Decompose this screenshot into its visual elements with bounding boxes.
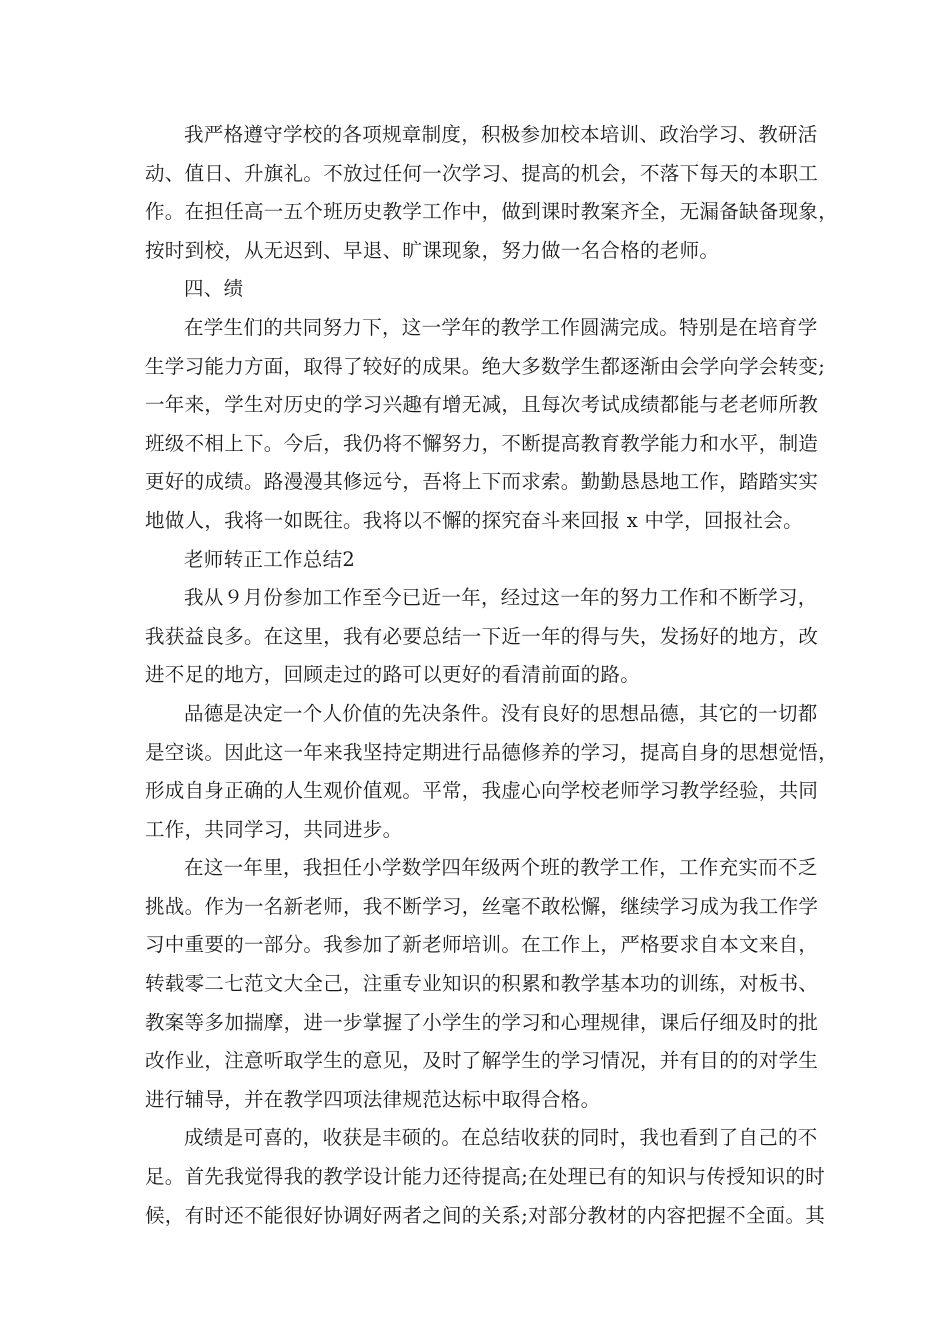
paragraph-line: 进不足的地方，回顾走过的路可以更好的看清前面的路。 (145, 663, 641, 687)
paragraph-line: 足。首先我觉得我的教学设计能力还待提高;在处理已有的知识与传授知识的时 (145, 1165, 826, 1189)
paragraph-line: 品德是决定一个人价值的先决条件。没有良好的思想品德，其它的一切都 (184, 701, 818, 725)
paragraph-line: 地做人，我将一如既往。我将以不懈的探究奋斗来回报 x 中学，回报社会。 (145, 508, 803, 532)
paragraph-line: 进行辅导，并在教学四项法律规范达标中取得合格。 (145, 1087, 601, 1111)
paragraph-line: 成绩是可喜的，收获是丰硕的。在总结收获的同时，我也看到了自己的不 (184, 1126, 818, 1150)
paragraph-line: 习中重要的一部分。我参加了新老师培训。在工作上，严格要求自本文来自， (145, 933, 819, 957)
paragraph-line: 挑战。作为一名新老师，我不断学习，丝毫不敢松懈，继续学习成为我工作学 (145, 894, 819, 918)
paragraph-line: 转载零二七范文大全己，注重专业知识的积累和教学基本功的训练，对板书、 (145, 972, 819, 996)
paragraph-line: 作。在担任高一五个班历史教学工作中，做到课时教案齐全，无漏备缺备现象， (145, 200, 839, 224)
paragraph-line: 一年来，学生对历史的学习兴趣有增无减，且每次考试成绩都能与老老师所教 (145, 393, 819, 417)
paragraph-line: 我严格遵守学校的各项规章制度，积极参加校本培训、政治学习、教研活 (184, 123, 818, 146)
paragraph-line: 四、绩 (184, 277, 244, 301)
paragraph-line: 生学习能力方面，取得了较好的成果。绝大多数学生都逐渐由会学向学会转变; (145, 354, 826, 378)
paragraph-line: 改作业，注意听取学生的意见，及时了解学生的学习情况，并有目的的对学生 (145, 1049, 819, 1073)
paragraph-line: 在学生们的共同努力下，这一学年的教学工作圆满完成。特别是在培育学 (184, 315, 818, 339)
paragraph (145, 541, 805, 580)
paragraph-line: 我获益良多。在这里，我有必要总结一下近一年的得与失，发扬好的地方，改 (145, 624, 819, 648)
paragraph (145, 579, 819, 695)
paragraph-line: 班级不相上下。今后，我仍将不懈努力，不断提高教育教学能力和水平，制造 (145, 431, 819, 455)
paragraph (145, 1119, 826, 1235)
document-page (145, 116, 839, 1235)
paragraph-line: 候，有时还不能很好协调好两者之间的关系;对部分教材的内容把握不全面。其 (145, 1203, 826, 1227)
paragraph (145, 309, 826, 541)
paragraph (145, 695, 839, 849)
paragraph-line: 我从９月份参加工作至今已近一年，经过这一年的努力工作和不断学习， (184, 586, 818, 610)
paragraph-line: 形成自身正确的人生观价值观。平常，我虚心向学校老师学习教学经验，共同 (145, 779, 819, 803)
paragraph (145, 116, 839, 270)
paragraph-line: 是空谈。因此这一年来我坚持定期进行品德修养的学习，提高自身的思想觉悟， (145, 740, 839, 764)
paragraph-line: 教案等多加揣摩，进一步掌握了小学生的学习和心理规律，课后仔细及时的批 (145, 1010, 819, 1034)
paragraph (145, 270, 805, 309)
paragraph (145, 849, 819, 1119)
paragraph-line: 工作，共同学习，共同进步。 (145, 817, 403, 841)
paragraph-line: 更好的成绩。路漫漫其修远兮，吾将上下而求索。勤勤恳恳地工作，踏踏实实 (145, 470, 819, 494)
paragraph-line: 按时到校，从无迟到、早退、旷课现象，努力做一名合格的老师。 (145, 238, 720, 262)
paragraph-line: 动、值日、升旗礼。不放过任何一次学习、提高的机会，不落下每天的本职工 (145, 161, 819, 185)
paragraph-line: 老师转正工作总结2 (184, 547, 356, 571)
paragraph-line: 在这一年里，我担任小学数学四年级两个班的教学工作，工作充实而不乏 (184, 856, 818, 880)
